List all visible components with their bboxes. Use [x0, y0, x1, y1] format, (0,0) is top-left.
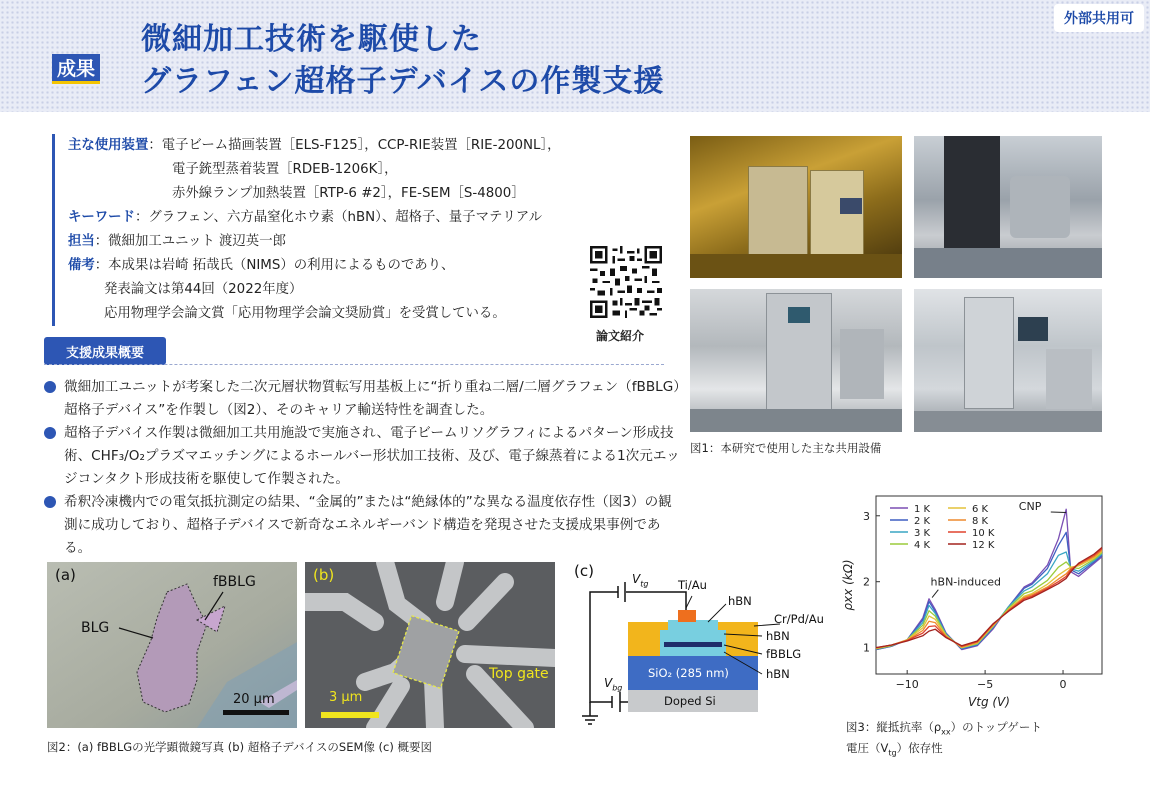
fig3-caption-part4: ）依存性	[896, 741, 943, 756]
qr-label: 論文紹介	[596, 329, 645, 343]
list-item	[44, 491, 684, 560]
note-label: 備考	[68, 258, 95, 273]
legend-label: 10 K	[972, 528, 995, 539]
note-line2: 発表論文は第44回（2022年度）	[104, 282, 303, 297]
hbn-mid-label: hBN	[766, 629, 790, 643]
page-title-line2: グラフェン超格子デバイスの作製支援	[141, 64, 665, 99]
summary-bullets	[44, 376, 684, 560]
panel-b-label: (b)	[313, 566, 335, 584]
crpdau-label: Cr/Pd/Au	[774, 612, 824, 626]
equipment-line1: ：電子ビーム描画装置［ELS-F125］，CCP-RIE装置［RIE-200NL］，	[148, 138, 561, 153]
panel-c-label: (c)	[574, 562, 594, 580]
note-line1: ：本成果は岩崎 拓哉氏（NIMS）の利用によるものであり、	[94, 258, 455, 273]
bullet-text-1: 微細加工ユニットが考案した二次元層状物質転写用基板上に“折り重ね二層/二層グラフェン（fBBLG）超格子デバイス”を作製し（図2）、そのキャリア輸送特性を調査した。	[64, 379, 681, 418]
summary-tag: 支援成果概要	[44, 337, 166, 365]
fig3-caption-sub2: tg	[888, 748, 897, 758]
figure3-caption	[846, 719, 1042, 762]
bullet-dot-icon	[44, 496, 56, 508]
figure2-panel-a	[47, 562, 297, 728]
person-label: 担当	[68, 234, 95, 249]
keyword-label: キーワード	[68, 210, 135, 225]
y-tick-label: 3	[863, 509, 870, 523]
top-gate-label: Top gate	[489, 666, 549, 682]
person-text: ：微細加工ユニット 渡辺英一郎	[94, 234, 286, 249]
page-title-line1: 微細加工技術を駆使した	[141, 22, 482, 57]
note-line3: 応用物理学会論文賞「応用物理学会論文奨励賞」を受賞している。	[104, 306, 506, 321]
fig3-caption-part1: 図3：縦抵抗率（ρ	[846, 720, 942, 734]
keyword-text: ：グラフェン、六方晶窒化ホウ素（hBN）、超格子、量子マテリアル	[134, 210, 542, 225]
scale-bar-b-label: 3 μm	[329, 690, 363, 705]
rho-vs-vtg-chart	[840, 486, 1148, 718]
annotation-hbn: hBN-induced	[930, 575, 1002, 589]
bullet-dot-icon	[44, 427, 56, 439]
fbblg-label: fBBLG	[213, 574, 256, 590]
panel-a-arrows	[47, 562, 297, 728]
photo-fe-sem	[914, 289, 1102, 432]
result-badge: 成果	[52, 54, 100, 84]
equipment-label: 主な使用装置	[68, 138, 149, 153]
figure2-caption: 図2：(a) fBBLGの光学顕微鏡写真 (b) 超格子デバイスのSEM像 (c) 概要図	[47, 740, 433, 754]
legend-label: 3 K	[914, 528, 931, 539]
figure2-panel-b	[305, 562, 555, 728]
vbg-symbol: V	[604, 676, 613, 690]
vtg-subscript: tg	[640, 579, 649, 589]
bullet-dot-icon	[44, 381, 56, 393]
fbblg-layer-label: fBBLG	[766, 647, 802, 661]
x-axis-label: Vtg (V)	[968, 695, 1010, 709]
sio2-label: SiO₂ (285 nm)	[648, 666, 729, 680]
panel-a-label: (a)	[55, 566, 76, 584]
tiau-label: Ti/Au	[678, 578, 707, 592]
series-line	[876, 552, 1102, 649]
photo-cleanroom-yellow	[690, 136, 902, 278]
bullet-text-2: 超格子デバイス作製は微細加工共用施設で実施され、電子ビームリソグラフィによるパターン形成技術、CHF₃/O₂プラズマエッチングによるホールバー形状加工技術、及び、電子線蒸着による1次元エッジコンタクト形成技術を駆使して作製された。	[64, 425, 680, 487]
header-banner	[0, 0, 1150, 112]
vtg-label	[632, 572, 648, 588]
photo-ccp-rie	[914, 136, 1102, 278]
fig3-caption-part2: ）のトップゲート	[950, 720, 1042, 734]
x-tick-label: −5	[976, 678, 994, 691]
photo-evaporator	[690, 289, 902, 432]
figure1-caption: 図1：本研究で使用した主な共用設備	[690, 441, 882, 455]
summary-divider	[44, 364, 664, 365]
vbg-label	[604, 676, 622, 692]
x-tick-label: −10	[895, 678, 919, 691]
y-axis-label: ρxx (kΩ)	[841, 559, 855, 611]
legend-label: 6 K	[972, 504, 989, 515]
bullet-text-3: 希釈冷凍機内での電気抵抗測定の結果、“金属的”または“絶縁体的”な異なる温度依存性（図3）の観測に成功しており、超格子デバイスで新奇なエネルギーバンド構造を発現させた支援成果事例である。	[64, 494, 672, 556]
fig3-caption-part3: 電圧（V	[846, 741, 889, 756]
legend-label: 2 K	[914, 516, 931, 527]
doped-si-label: Doped Si	[664, 694, 716, 708]
y-tick-label: 2	[863, 575, 870, 589]
legend-label: 1 K	[914, 504, 931, 515]
hbn-bot-label: hBN	[766, 667, 790, 681]
qr-code-icon[interactable]	[588, 246, 664, 318]
external-use-tag: 外部共用可	[1054, 4, 1144, 32]
x-tick-label: 0	[1059, 678, 1067, 691]
scale-bar-a-label: 20 μm	[233, 692, 275, 707]
legend-label: 12 K	[972, 540, 995, 551]
figure2-panel-c	[568, 562, 830, 732]
series-line	[876, 553, 1102, 649]
annotation-cnp: CNP	[1018, 500, 1042, 513]
info-block	[52, 134, 672, 326]
y-tick-label: 1	[863, 641, 870, 655]
list-item	[44, 422, 684, 491]
legend-label: 4 K	[914, 540, 931, 551]
figure3-chart	[840, 486, 1148, 718]
blg-label: BLG	[81, 620, 110, 636]
equipment-line3: 赤外線ランプ加熱装置［RTP-6 #2］，FE-SEM［S-4800］	[172, 186, 525, 201]
fig3-caption-sub1: xx	[941, 727, 951, 737]
vbg-subscript: bg	[612, 683, 623, 693]
legend-label: 8 K	[972, 516, 989, 527]
list-item	[44, 376, 684, 422]
hbn-top-label: hBN	[728, 594, 752, 608]
vtg-symbol: V	[632, 572, 641, 586]
annotation-hbn-arrow	[932, 590, 938, 598]
equipment-line2: 電子銃型蒸着装置［RDEB-1206K］，	[172, 162, 398, 177]
